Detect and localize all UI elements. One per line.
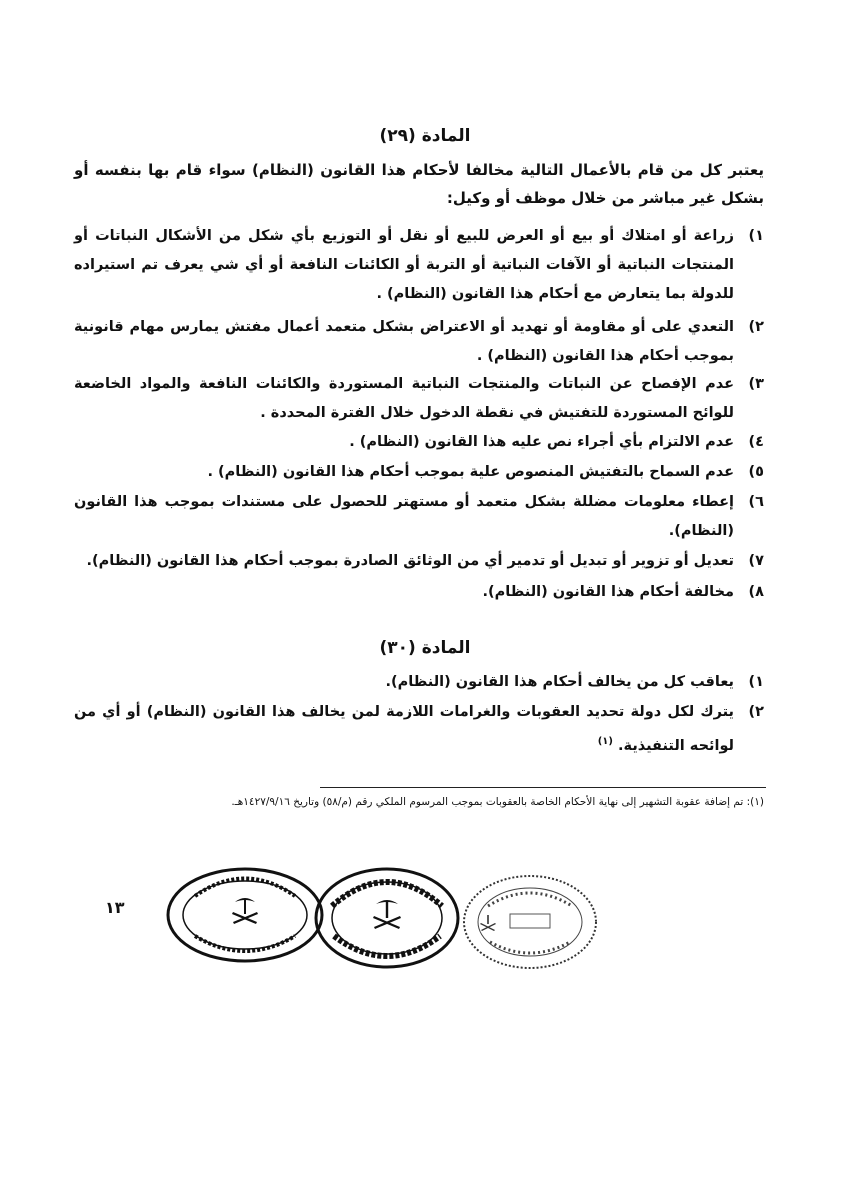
item-number: ١) [748, 228, 764, 244]
article-30-item-2 [74, 698, 764, 761]
article-29-item-7 [74, 547, 764, 576]
item-text: يعاقب كل من يخالف أحكام هذا القانون (النظام). [385, 674, 734, 690]
item-text: عدم السماح بالتفتيش المنصوص علية بموجب أحكام هذا القانون (النظام) . [207, 464, 734, 480]
item-text: مخالفة أحكام هذا القانون (النظام). [482, 584, 734, 600]
article-29-item-4 [74, 428, 764, 457]
article-29-item-8 [74, 578, 764, 607]
item-number: ٧) [748, 553, 764, 569]
article-29-item-2 [74, 313, 764, 371]
item-number: ٣) [748, 376, 764, 392]
item-number: ٢) [748, 319, 764, 335]
item-text: التعدي على أو مقاومة أو تهديد أو الاعتراض بشكل متعمد أعمال مفتش يمارس مهام قانونية بموجب أحكام هذا القانون (النظام) . [74, 319, 734, 364]
seal-middle [312, 866, 462, 971]
footnote-divider [320, 787, 766, 788]
article-29-heading: المادة (٢٩) [379, 126, 471, 146]
item-number: ١) [748, 674, 764, 690]
article-29-item-1 [74, 222, 764, 309]
item-text: زراعة أو امتلاك أو بيع أو العرض للبيع أو نقل أو التوزيع بأي شكل من الأشكال النباتات أو المنتجات النباتية أو الآفات النباتية أو التربة أو الكائنات النافعة أو أي شي يعرف تم استيراده للدولة بما يتعارض مع أحكام هذا القانون (النظام) . [74, 228, 734, 302]
seal-right [460, 872, 600, 972]
article-29-intro: يعتبر كل من قام بالأعمال التالية مخالفا لأحكام هذا القانون (النظام) سواء قام بها بنفسه أو بشكل غير مباشر من خلال موظف أو وكيل: [74, 161, 764, 207]
item-text: عدم الإفصاح عن النباتات والمنتجات النباتية المستوردة والكائنات النافعة والمواد الخاضعة للوائح المستوردة للتفتيش في نقطة الدخول خلال الفترة المحددة . [74, 376, 734, 421]
item-number: ٢) [748, 704, 764, 720]
item-number: ٦) [748, 494, 764, 510]
footnote-reference: (١) [597, 736, 613, 747]
item-number: ٤) [748, 434, 764, 450]
page-number: ١٣ [105, 898, 125, 917]
item-text: يترك لكل دولة تحديد العقوبات والغرامات اللازمة لمن يخالف هذا القانون (النظام) أو أي من لوائحه التنفيذية. [74, 704, 734, 754]
seal-left [165, 866, 325, 964]
article-30-heading: المادة (٣٠) [379, 638, 471, 658]
article-29-item-6 [74, 488, 764, 546]
article-29-item-3 [74, 370, 764, 428]
footnote: (١): تم إضافة عقوبة التشهير إلى نهاية الأحكام الخاصة بالعقوبات بموجب المرسوم الملكي رقم (م/٥٨) وتاريخ ١٤٢٧/٩/١٦هـ. [231, 796, 764, 808]
article-29-item-5 [74, 458, 764, 487]
item-number: ٨) [748, 584, 764, 600]
article-30-item-1 [74, 668, 764, 697]
item-text: عدم الالتزام بأي أجراء نص عليه هذا القانون (النظام) . [349, 434, 734, 450]
item-text: تعديل أو تزوير أو تبديل أو تدمير أي من الوثائق الصادرة بموجب أحكام هذا القانون (النظام). [86, 553, 734, 569]
item-text: إعطاء معلومات مضللة بشكل متعمد أو مستهتر للحصول على مستندات بموجب هذا القانون (النظام). [74, 494, 734, 539]
item-number: ٥) [748, 464, 764, 480]
